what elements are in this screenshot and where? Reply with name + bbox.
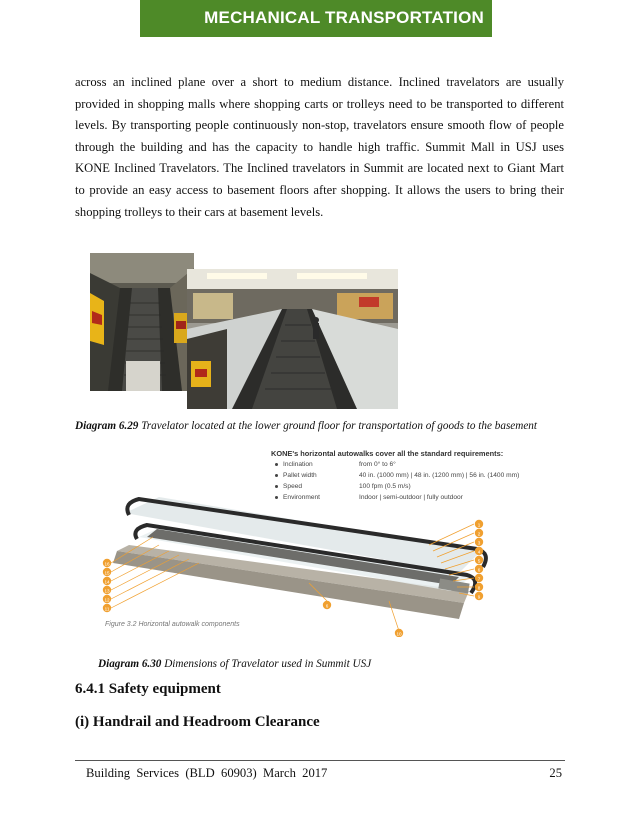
callout-left: 11 — [104, 606, 110, 612]
autowalk-illustration — [99, 441, 509, 637]
spec-key: Environment — [283, 494, 321, 501]
travelator-photo-left — [90, 253, 194, 391]
callout-right: 3 — [477, 540, 481, 546]
autowalk-diagram — [99, 441, 520, 637]
figure-caption-1 — [75, 420, 537, 432]
header-title: MECHANICAL TRANSPORTATION — [204, 8, 484, 27]
callout-right: 9 — [477, 594, 481, 600]
figure-caption-2-text: Dimensions of Travelator used in Summit USJ — [161, 658, 372, 670]
spec-key: Pallet width — [283, 472, 317, 479]
callout-right: 5 — [477, 558, 481, 564]
spec-value: 100 fpm (0.5 m/s) — [359, 483, 411, 490]
figure-caption-2 — [98, 658, 371, 670]
figure-caption-1-text: Travelator located at the lower ground floor for transportation of goods to the basement — [138, 420, 538, 432]
callout-left: 12 — [104, 597, 110, 603]
callout-bottom: 6 — [325, 603, 329, 609]
callout-left: 16 — [104, 561, 110, 567]
callout-right: 6 — [477, 567, 481, 573]
footer-divider — [75, 760, 565, 761]
callout-left: 13 — [104, 588, 110, 594]
spec-value: 40 in. (1000 mm) | 48 in. (1200 mm) | 56 in. (1400 mm) — [359, 472, 520, 479]
figure-caption-1-label: Diagram 6.29 — [75, 420, 139, 432]
figure-label: Figure 3.2 Horizontal autowalk components — [105, 621, 240, 628]
spec-value: from 0° to 6° — [359, 461, 396, 468]
callout-left: 15 — [104, 570, 110, 576]
page-number: 25 — [549, 766, 562, 780]
spec-heading: KONE's horizontal autowalks cover all the standard requirements: — [271, 449, 504, 458]
callout-right: 1 — [477, 522, 481, 528]
callout-right: 8 — [477, 585, 481, 591]
body-paragraph: across an inclined plane over a short to medium distance. Inclined travelators are usually provided in shopping malls where shopping carts or trolleys need to be transported to different levels. By transporting people continuously non-stop, travelators ensure smooth flow of people through the building and has the capacity to handle high traffic. Summit Mall in USJ uses KONE Inclined Travelators. The Inclined travelators in Summit are located next to Giant Mart to provide an easy access to basement floors after shopping. It allows the users to bring their shopping trolleys to their cars at basement levels. — [75, 75, 564, 219]
callout-right: 7 — [477, 576, 481, 582]
travelator-photo-right — [187, 269, 398, 409]
spec-key: Speed — [283, 483, 303, 490]
spec-key: Inclination — [283, 461, 313, 468]
callout-bottom: 10 — [396, 631, 402, 637]
callout-right: 2 — [477, 531, 481, 537]
section-heading-handrail: (i) Handrail and Headroom Clearance — [75, 714, 320, 730]
callout-left: 14 — [104, 579, 110, 585]
footer-text: Building Services (BLD 60903) March 2017 — [86, 766, 328, 780]
callout-right: 4 — [477, 549, 481, 555]
callouts-right — [475, 520, 483, 600]
spec-value: Indoor | semi-outdoor | fully outdoor — [359, 494, 463, 501]
figure-caption-2-label: Diagram 6.30 — [98, 658, 162, 670]
callouts-left — [103, 559, 111, 612]
header-bar — [140, 0, 492, 37]
section-heading-safety: 6.4.1 Safety equipment — [75, 681, 221, 697]
